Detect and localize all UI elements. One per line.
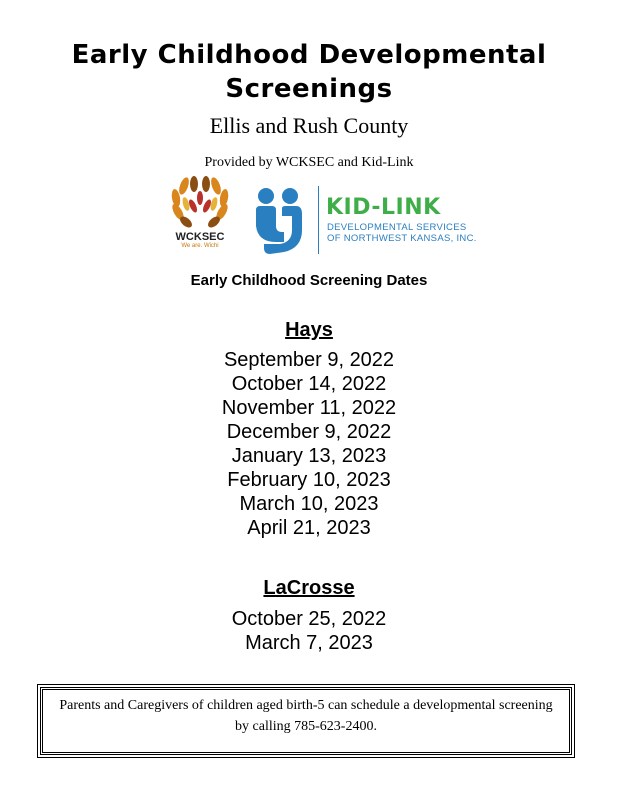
wcksec-name: WCKSEC	[175, 231, 225, 243]
contact-note-box	[40, 687, 572, 755]
wcksec-logo	[166, 176, 234, 264]
section-heading: Early Childhood Screening Dates	[190, 272, 428, 289]
date-item: April 21, 2023	[247, 517, 371, 539]
location-heading-hays: Hays	[285, 319, 333, 341]
kid-link-subtitle	[327, 222, 477, 244]
date-item: October 14, 2022	[231, 373, 387, 395]
contact-note-text: Parents and Caregivers of children aged birth-5 can schedule a developmental screening by calling 785-623-2400.	[59, 698, 553, 734]
date-item: March 7, 2023	[245, 632, 373, 654]
date-item: September 9, 2022	[223, 349, 395, 371]
hays-date-list	[0, 348, 618, 540]
date-item: March 10, 2023	[239, 493, 379, 515]
wcksec-tagline: We are. Wichi	[181, 243, 219, 249]
date-item: January 13, 2023	[231, 445, 387, 467]
lacrosse-date-list	[0, 607, 618, 655]
title-line-2: Screenings	[225, 74, 393, 104]
kid-link-subtitle-line-1: DEVELOPMENTAL SERVICES	[327, 222, 467, 233]
wheat-wreath-icon	[166, 176, 234, 232]
date-item: November 11, 2022	[221, 397, 397, 419]
date-item: December 9, 2022	[226, 421, 392, 443]
date-item: February 10, 2023	[227, 469, 391, 491]
subtitle: Ellis and Rush County	[209, 113, 409, 138]
kid-link-subtitle-line-2: OF NORTHWEST KANSAS, INC.	[327, 233, 477, 244]
page-title	[0, 38, 618, 106]
date-item: October 25, 2022	[231, 608, 387, 630]
location-heading-lacrosse: LaCrosse	[263, 577, 355, 599]
kid-link-figures-icon	[250, 186, 308, 258]
provided-by: Provided by WCKSEC and Kid-Link	[204, 155, 414, 170]
title-line-1: Early Childhood Developmental	[71, 40, 547, 70]
logo-divider	[318, 186, 319, 254]
kid-link-name: KID-LINK	[326, 195, 441, 220]
